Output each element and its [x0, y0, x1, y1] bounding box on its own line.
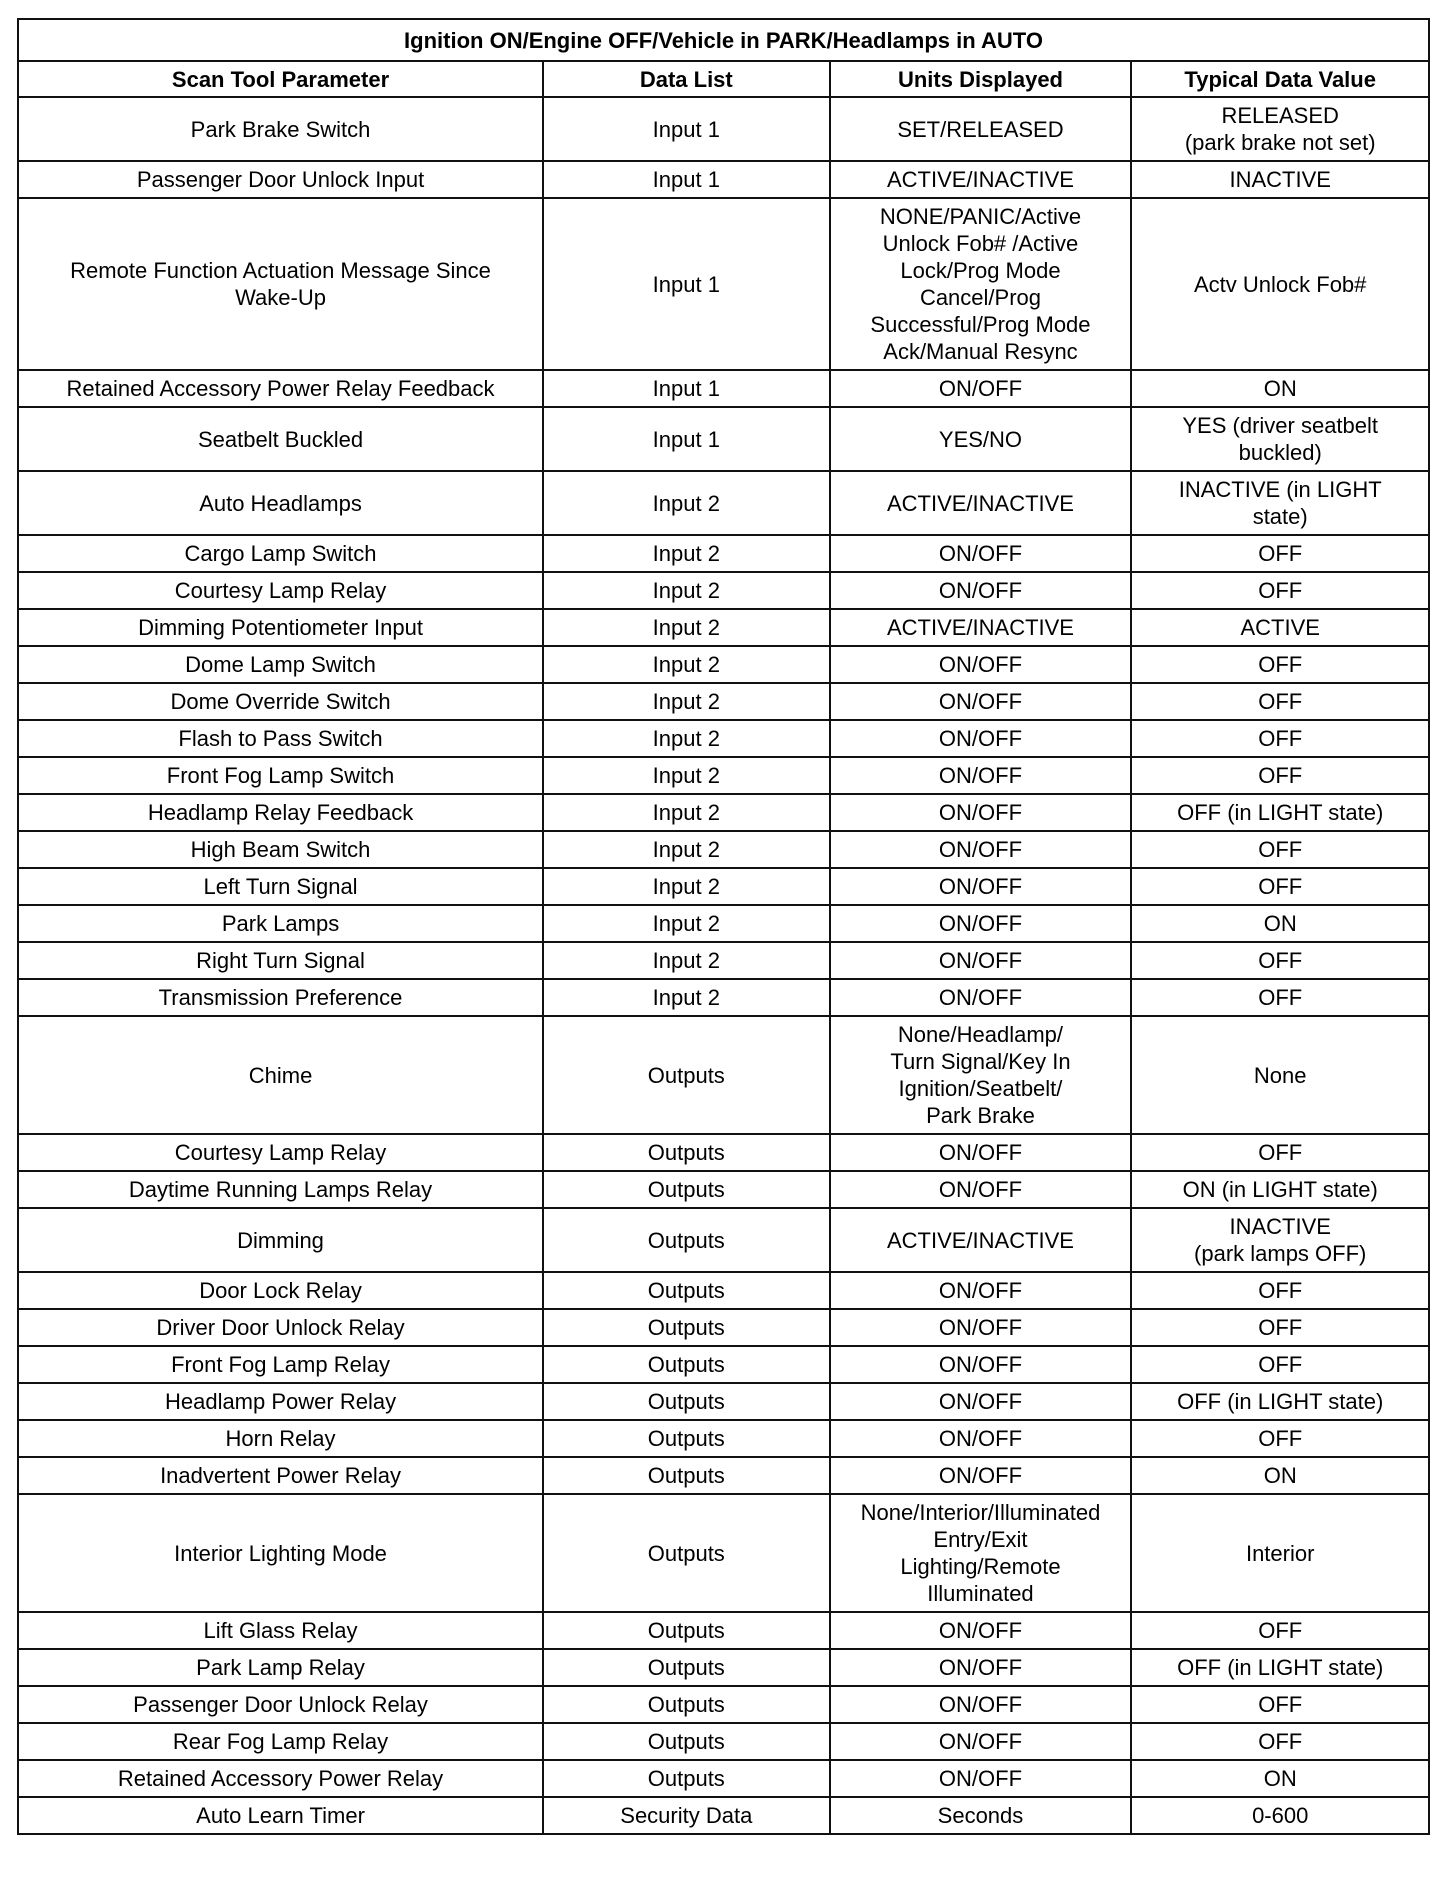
table-row [18, 905, 1429, 942]
typical-value-cell: OFF [1131, 1420, 1429, 1457]
scan-tool-data-table [17, 18, 1430, 1835]
typical-value-cell: OFF [1131, 572, 1429, 609]
units-cell: ON/OFF [830, 942, 1132, 979]
units-cell: ON/OFF [830, 720, 1132, 757]
data-list-cell: Input 2 [543, 683, 830, 720]
parameter-cell: Door Lock Relay [18, 1272, 543, 1309]
typical-value-cell: OFF [1131, 1686, 1429, 1723]
parameter-cell: Passenger Door Unlock Input [18, 161, 543, 198]
parameter-cell: Dimming Potentiometer Input [18, 609, 543, 646]
typical-value-cell: Actv Unlock Fob# [1131, 198, 1429, 370]
units-cell: ON/OFF [830, 1309, 1132, 1346]
table-row [18, 1494, 1429, 1612]
units-cell: NONE/PANIC/Active Unlock Fob# /Active Lock/Prog Mode Cancel/Prog Successful/Prog Mode Ack/Manual Resync [830, 198, 1132, 370]
table-row [18, 1686, 1429, 1723]
data-list-cell: Input 1 [543, 97, 830, 161]
table-row [18, 1457, 1429, 1494]
units-cell: ACTIVE/INACTIVE [830, 609, 1132, 646]
typical-value-cell: YES (driver seatbelt buckled) [1131, 407, 1429, 471]
data-list-cell: Input 1 [543, 370, 830, 407]
units-cell: None/Headlamp/ Turn Signal/Key In Ignition/Seatbelt/ Park Brake [830, 1016, 1132, 1134]
parameter-cell: Seatbelt Buckled [18, 407, 543, 471]
data-list-cell: Input 2 [543, 905, 830, 942]
parameter-cell: Auto Learn Timer [18, 1797, 543, 1834]
units-cell: ON/OFF [830, 646, 1132, 683]
table-row [18, 1171, 1429, 1208]
typical-value-cell: ON [1131, 1457, 1429, 1494]
typical-value-cell: OFF (in LIGHT state) [1131, 794, 1429, 831]
typical-value-cell: OFF [1131, 1346, 1429, 1383]
data-list-cell: Input 2 [543, 609, 830, 646]
units-cell: ON/OFF [830, 1420, 1132, 1457]
units-cell: ON/OFF [830, 1171, 1132, 1208]
table-row [18, 720, 1429, 757]
data-list-cell: Outputs [543, 1134, 830, 1171]
units-cell: ON/OFF [830, 1272, 1132, 1309]
typical-value-cell: Interior [1131, 1494, 1429, 1612]
units-cell: YES/NO [830, 407, 1132, 471]
units-cell: ON/OFF [830, 905, 1132, 942]
table-row [18, 609, 1429, 646]
units-cell: ON/OFF [830, 683, 1132, 720]
typical-value-cell: INACTIVE (in LIGHT state) [1131, 471, 1429, 535]
typical-value-cell: OFF [1131, 1134, 1429, 1171]
parameter-cell: Remote Function Actuation Message Since Wake-Up [18, 198, 543, 370]
units-cell: ON/OFF [830, 572, 1132, 609]
parameter-cell: Left Turn Signal [18, 868, 543, 905]
typical-value-cell: ACTIVE [1131, 609, 1429, 646]
units-cell: ACTIVE/INACTIVE [830, 1208, 1132, 1272]
table-row [18, 370, 1429, 407]
data-list-cell: Input 2 [543, 831, 830, 868]
units-cell: None/Interior/Illuminated Entry/Exit Lighting/Remote Illuminated [830, 1494, 1132, 1612]
data-list-cell: Input 1 [543, 407, 830, 471]
table-row [18, 683, 1429, 720]
header-units-displayed: Units Displayed [830, 61, 1132, 97]
table-row [18, 1723, 1429, 1760]
table-row [18, 1346, 1429, 1383]
data-list-cell: Input 2 [543, 868, 830, 905]
parameter-cell: Transmission Preference [18, 979, 543, 1016]
typical-value-cell: None [1131, 1016, 1429, 1134]
units-cell: ON/OFF [830, 831, 1132, 868]
table-row [18, 1134, 1429, 1171]
header-scan-tool-parameter: Scan Tool Parameter [18, 61, 543, 97]
parameter-cell: High Beam Switch [18, 831, 543, 868]
units-cell: ON/OFF [830, 1383, 1132, 1420]
data-list-cell: Outputs [543, 1760, 830, 1797]
table-row [18, 97, 1429, 161]
table-row [18, 407, 1429, 471]
typical-value-cell: RELEASED (park brake not set) [1131, 97, 1429, 161]
typical-value-cell: OFF [1131, 1309, 1429, 1346]
typical-value-cell: ON [1131, 905, 1429, 942]
parameter-cell: Headlamp Relay Feedback [18, 794, 543, 831]
parameter-cell: Cargo Lamp Switch [18, 535, 543, 572]
data-list-cell: Outputs [543, 1309, 830, 1346]
data-list-cell: Input 2 [543, 979, 830, 1016]
table-row [18, 757, 1429, 794]
data-list-cell: Input 2 [543, 720, 830, 757]
parameter-cell: Dome Override Switch [18, 683, 543, 720]
table-row [18, 1309, 1429, 1346]
parameter-cell: Dimming [18, 1208, 543, 1272]
parameter-cell: Front Fog Lamp Switch [18, 757, 543, 794]
units-cell: ON/OFF [830, 868, 1132, 905]
typical-value-cell: OFF [1131, 979, 1429, 1016]
table-row [18, 979, 1429, 1016]
parameter-cell: Passenger Door Unlock Relay [18, 1686, 543, 1723]
typical-value-cell: OFF [1131, 720, 1429, 757]
typical-value-cell: OFF [1131, 646, 1429, 683]
units-cell: ON/OFF [830, 370, 1132, 407]
data-list-cell: Input 2 [543, 794, 830, 831]
parameter-cell: Dome Lamp Switch [18, 646, 543, 683]
units-cell: ACTIVE/INACTIVE [830, 471, 1132, 535]
data-list-cell: Input 2 [543, 646, 830, 683]
typical-value-cell: INACTIVE [1131, 161, 1429, 198]
table-row [18, 161, 1429, 198]
units-cell: ON/OFF [830, 1134, 1132, 1171]
table-title-row [18, 19, 1429, 61]
table-row [18, 868, 1429, 905]
parameter-cell: Park Lamp Relay [18, 1649, 543, 1686]
data-list-cell: Outputs [543, 1346, 830, 1383]
parameter-cell: Daytime Running Lamps Relay [18, 1171, 543, 1208]
units-cell: SET/RELEASED [830, 97, 1132, 161]
data-list-cell: Outputs [543, 1494, 830, 1612]
units-cell: ON/OFF [830, 1346, 1132, 1383]
parameter-cell: Headlamp Power Relay [18, 1383, 543, 1420]
table-title: Ignition ON/Engine OFF/Vehicle in PARK/Headlamps in AUTO [18, 19, 1429, 61]
data-list-cell: Outputs [543, 1612, 830, 1649]
data-list-cell: Outputs [543, 1420, 830, 1457]
data-list-cell: Input 2 [543, 942, 830, 979]
typical-value-cell: OFF [1131, 1612, 1429, 1649]
data-list-cell: Outputs [543, 1208, 830, 1272]
parameter-cell: Chime [18, 1016, 543, 1134]
table-row [18, 1612, 1429, 1649]
data-list-cell: Input 2 [543, 471, 830, 535]
table-row [18, 942, 1429, 979]
data-list-cell: Outputs [543, 1272, 830, 1309]
table-row [18, 1016, 1429, 1134]
header-data-list: Data List [543, 61, 830, 97]
table-row [18, 572, 1429, 609]
data-list-cell: Outputs [543, 1686, 830, 1723]
table-row [18, 1797, 1429, 1834]
parameter-cell: Inadvertent Power Relay [18, 1457, 543, 1494]
header-typical-data-value: Typical Data Value [1131, 61, 1429, 97]
parameter-cell: Retained Accessory Power Relay Feedback [18, 370, 543, 407]
data-list-cell: Security Data [543, 1797, 830, 1834]
units-cell: ON/OFF [830, 979, 1132, 1016]
parameter-cell: Park Brake Switch [18, 97, 543, 161]
units-cell: Seconds [830, 1797, 1132, 1834]
table-row [18, 646, 1429, 683]
table-row [18, 1760, 1429, 1797]
units-cell: ON/OFF [830, 794, 1132, 831]
table-row [18, 1420, 1429, 1457]
typical-value-cell: OFF [1131, 868, 1429, 905]
parameter-cell: Courtesy Lamp Relay [18, 572, 543, 609]
units-cell: ON/OFF [830, 1686, 1132, 1723]
units-cell: ON/OFF [830, 1723, 1132, 1760]
table-row [18, 198, 1429, 370]
parameter-cell: Park Lamps [18, 905, 543, 942]
parameter-cell: Horn Relay [18, 1420, 543, 1457]
parameter-cell: Retained Accessory Power Relay [18, 1760, 543, 1797]
table-row [18, 535, 1429, 572]
parameter-cell: Rear Fog Lamp Relay [18, 1723, 543, 1760]
data-list-cell: Input 2 [543, 535, 830, 572]
parameter-cell: Right Turn Signal [18, 942, 543, 979]
data-list-cell: Outputs [543, 1457, 830, 1494]
parameter-cell: Courtesy Lamp Relay [18, 1134, 543, 1171]
typical-value-cell: INACTIVE (park lamps OFF) [1131, 1208, 1429, 1272]
typical-value-cell: OFF [1131, 535, 1429, 572]
units-cell: ON/OFF [830, 1760, 1132, 1797]
table-row [18, 831, 1429, 868]
parameter-cell: Interior Lighting Mode [18, 1494, 543, 1612]
typical-value-cell: 0-600 [1131, 1797, 1429, 1834]
parameter-cell: Flash to Pass Switch [18, 720, 543, 757]
typical-value-cell: OFF (in LIGHT state) [1131, 1649, 1429, 1686]
data-list-cell: Outputs [543, 1649, 830, 1686]
data-list-cell: Input 1 [543, 198, 830, 370]
typical-value-cell: ON [1131, 1760, 1429, 1797]
data-list-cell: Input 2 [543, 757, 830, 794]
typical-value-cell: OFF [1131, 683, 1429, 720]
data-list-cell: Input 2 [543, 572, 830, 609]
typical-value-cell: ON (in LIGHT state) [1131, 1171, 1429, 1208]
units-cell: ON/OFF [830, 1457, 1132, 1494]
table-row [18, 1649, 1429, 1686]
typical-value-cell: OFF [1131, 942, 1429, 979]
parameter-cell: Driver Door Unlock Relay [18, 1309, 543, 1346]
typical-value-cell: OFF (in LIGHT state) [1131, 1383, 1429, 1420]
typical-value-cell: OFF [1131, 757, 1429, 794]
data-list-cell: Outputs [543, 1016, 830, 1134]
data-list-cell: Outputs [543, 1383, 830, 1420]
header-row [18, 61, 1429, 97]
table-row [18, 1208, 1429, 1272]
data-list-cell: Outputs [543, 1723, 830, 1760]
table-row [18, 471, 1429, 535]
data-list-cell: Outputs [543, 1171, 830, 1208]
table-row [18, 1383, 1429, 1420]
table-row [18, 794, 1429, 831]
table-row [18, 1272, 1429, 1309]
units-cell: ON/OFF [830, 757, 1132, 794]
units-cell: ON/OFF [830, 1612, 1132, 1649]
typical-value-cell: OFF [1131, 1272, 1429, 1309]
data-list-cell: Input 1 [543, 161, 830, 198]
typical-value-cell: ON [1131, 370, 1429, 407]
units-cell: ON/OFF [830, 535, 1132, 572]
parameter-cell: Auto Headlamps [18, 471, 543, 535]
units-cell: ACTIVE/INACTIVE [830, 161, 1132, 198]
typical-value-cell: OFF [1131, 831, 1429, 868]
units-cell: ON/OFF [830, 1649, 1132, 1686]
typical-value-cell: OFF [1131, 1723, 1429, 1760]
parameter-cell: Lift Glass Relay [18, 1612, 543, 1649]
parameter-cell: Front Fog Lamp Relay [18, 1346, 543, 1383]
